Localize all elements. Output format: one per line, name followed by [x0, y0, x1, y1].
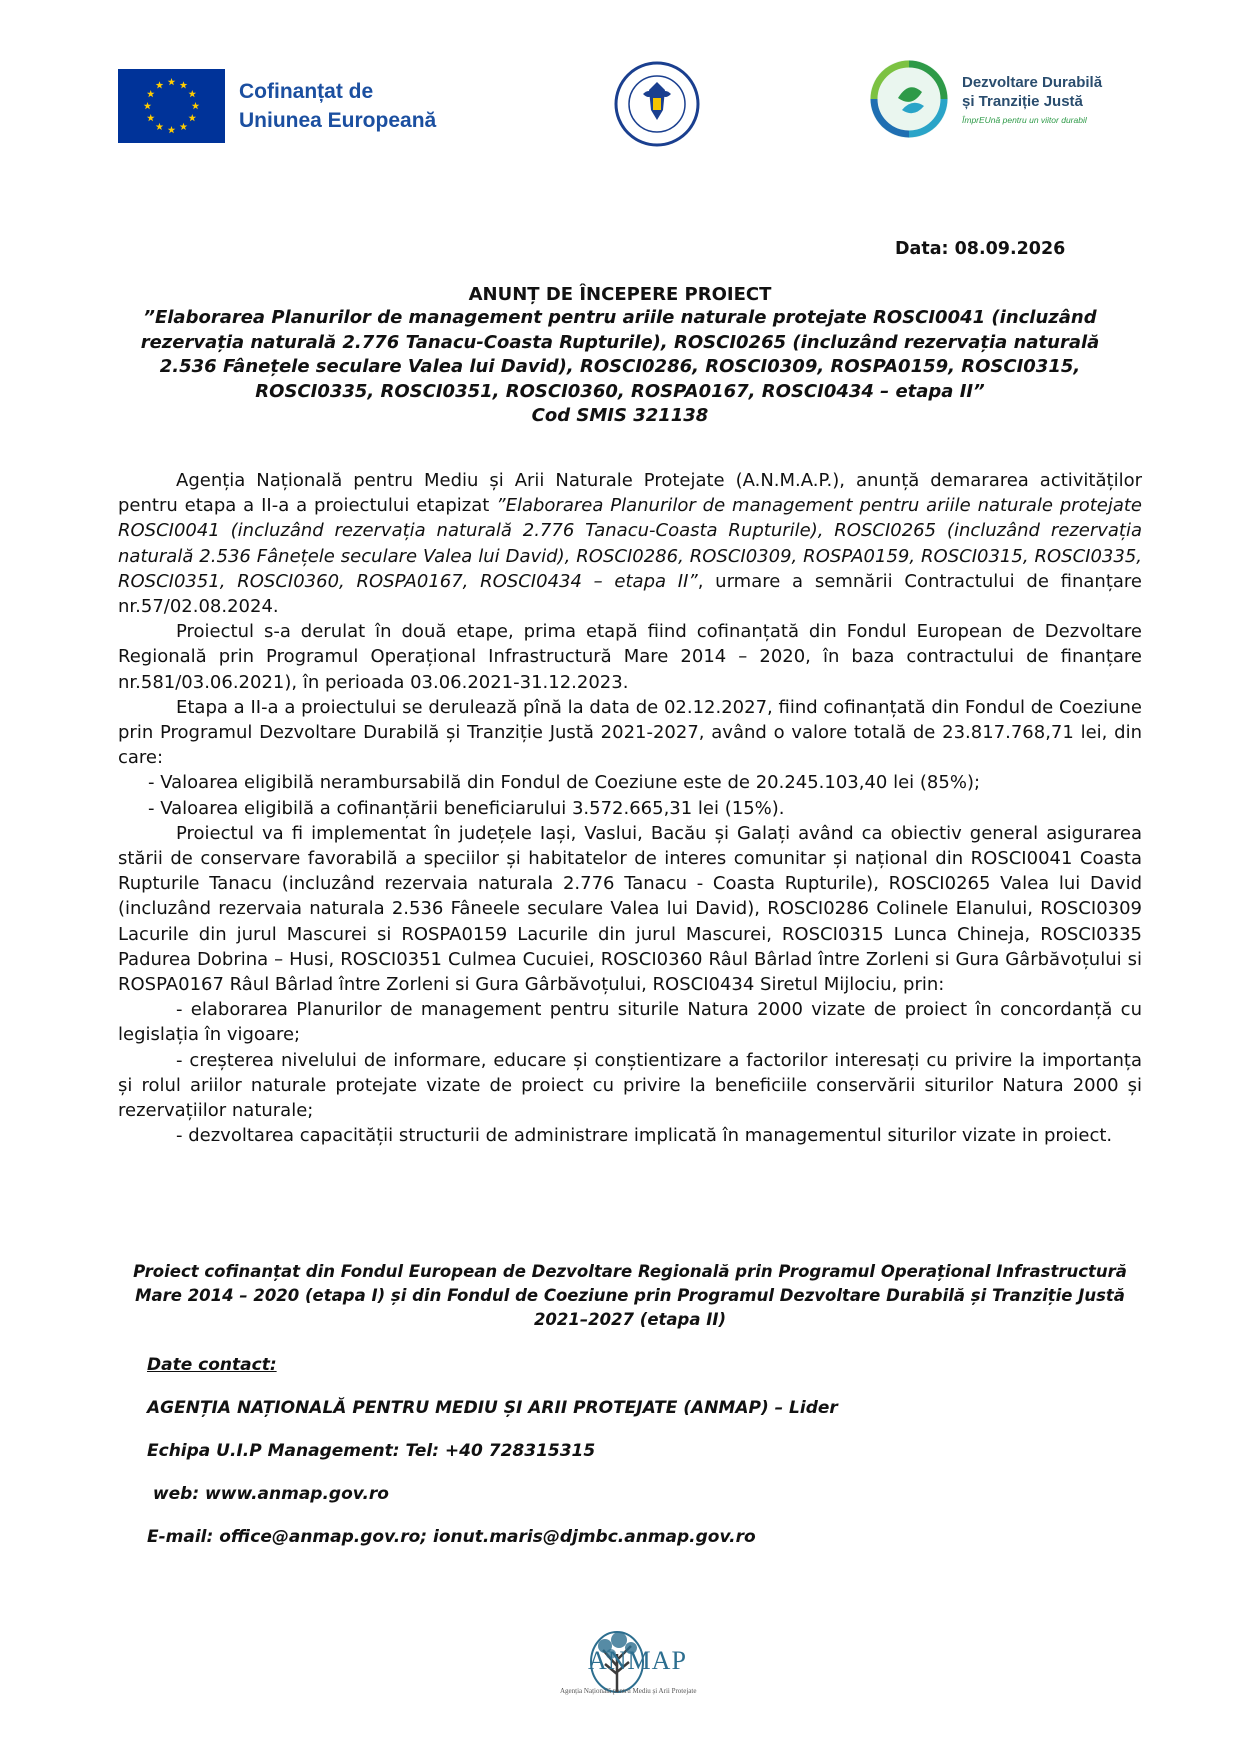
anmap-logo-subtitle: Agenția Națională pentru Mediu și Arii Protejate: [560, 1687, 697, 1695]
objective-item-management-plans: - elaborarea Planurilor de management pentru siturile Natura 2000 vizate de proiect în concordanță cu legislația în vigoare;: [118, 999, 1142, 1046]
contact-email[interactable]: E-mail: office@anmap.gov.ro; ionut.maris@djmbc.anmap.gov.ro: [147, 1527, 756, 1547]
eu-star-icon: [147, 114, 155, 121]
ddtj-tagline: ÎmprEUnă pentru un viitor durabil: [962, 115, 1087, 125]
eu-logo-line1: Cofinanțat de: [239, 80, 374, 103]
eu-star-icon: [168, 78, 176, 85]
ddtj-program-logo: [868, 58, 1102, 140]
contact-website[interactable]: web: www.anmap.gov.ro: [147, 1484, 389, 1504]
eu-star-icon: [144, 102, 152, 109]
romanian-government-seal-icon: [613, 60, 701, 148]
eu-flag-icon: [118, 69, 225, 143]
intro-project-title: ”Elaborarea Planurilor de management pentru ariile naturale protejate ROSCI0041 (incluzând rezervația naturală 2.776 Tanacu-Coasta Rupturile), ROSCI0265 (incluzând rezervația naturală 2.536 Fânețele seculare Valea lui David), ROSCI0286, ROSCI0309, ROSPA0159, ROSCI0315, ROSCI0335, ROSCI0351, ROSCI0360, ROSPA0167, ROSCI0434 – etapa II”: [118, 495, 1142, 592]
eu-star-icon: [180, 123, 188, 130]
eligible-value-item: - Valoarea eligibilă nerambursabilă din Fondul de Coeziune este de 20.245.103,40 lei (85%);: [148, 772, 981, 794]
funding-note: Proiect cofinanțat din Fondul European de Dezvoltare Regională prin Programul Operațional Infrastructură Mare 2014 – 2020 (etapa I) și din Fondul de Coeziune prin Programul Dezvoltare Durabilă și Tranziție Justă 2021–2027 (etapa II): [133, 1262, 1127, 1329]
ddtj-title-line2: și Tranziție Justă: [962, 93, 1083, 110]
intro-text: Agenția Națională pentru Mediu și Arii Naturale Protejate (A.N.M.A.P.), anunță demararea activităților pentru etapa a II-a a proiectului etapizat: [118, 470, 1142, 517]
project-title-block: [110, 306, 1130, 429]
ddtj-title-line1: Dezvoltare Durabilă: [962, 74, 1103, 91]
objective-item-capacity: - dezvoltarea capacității structurii de administrare implicată în managementul siturilor vizate in proiect.: [176, 1125, 1113, 1147]
intro-contract-text: , urmare a semnării Contractului de finanțare nr.57/02.08.2024.: [118, 570, 1142, 618]
eu-star-icon: [188, 90, 196, 97]
announcement-date: Data: 08.09.2026: [895, 239, 1066, 259]
eu-logo-line2: Uniunea Europeană: [239, 109, 437, 132]
contact-heading: Date contact:: [147, 1355, 277, 1375]
eu-star-icon: [168, 126, 176, 133]
contact-organization: AGENȚIA NAȚIONALĂ PENTRU MEDIU ȘI ARII PROTEJATE (ANMAP) – Lider: [147, 1398, 838, 1418]
eu-star-icon: [180, 81, 188, 88]
objective-paragraph: Proiectul va fi implementat în județele Iași, Vaslui, Bacău și Galați având ca obiectiv general asigurarea stării de conservare favorabilă a speciilor și habitatelor de interes comunitar și național din ROSCI0041 Coasta Rupturile Tanacu (incluzând rezervaia naturala 2.776 Tanacu - Coasta Rupturile), ROSCI0265 Valea lui David (incluzând rezervaia naturala 2.536 Fâneele seculare Valea lui David), ROSCI0286 Colinele Elanului, ROSCI0309 Lacurile din jurul Mascurei si ROSPA0159 Lacurile din jurul Mascurei, ROSCI0315 Lunca Chineja, ROSCI0335 Padurea Dobrina – Husi, ROSCI0351 Culmea Cucuiei, ROSCI0360 Râul Bârlad între Zorleni si Gura Gârbăvoțului si ROSPA0167 Râul Bârlad între Zorleni si Gura Gârbăvoțului, ROSCI0434 Siretul Mijlociu, prin:: [118, 822, 1142, 996]
intro-paragraph: [118, 468, 1142, 619]
eu-star-icon: [156, 81, 164, 88]
eu-logo-text: [239, 77, 436, 135]
cofinancing-value-item: - Valoarea eligibilă a cofinanțării beneficiarului 3.572.665,31 lei (15%).: [148, 797, 785, 819]
stage-history-paragraph: Proiectul s-a derulat în două etape, prima etapă fiind cofinanțată din Fondul European de Dezvoltare Regională prin Programul Operațional Infrastructură Mare 2014 – 2020, în baza contractului de finanțare nr.581/03.06.2021), în perioada 03.06.2021-31.12.2023.: [118, 621, 1142, 693]
contact-team-phone: Echipa U.I.P Management: Tel: +40 728315315: [147, 1441, 596, 1461]
announcement-title: ANUNȚ DE ÎNCEPERE PROIECT: [468, 284, 772, 305]
eu-cofinancing-logo: [118, 69, 436, 143]
project-title: ”Elaborarea Planurilor de management pentru ariile naturale protejate ROSCI0041 (incluzând rezervația naturală 2.776 Tanacu-Coasta Rupturile), ROSCI0265 (incluzând rezervația naturală 2.536 Fânețele seculare Valea lui David), ROSCI0286, ROSCI0309, ROSPA0159, ROSCI0315, ROSCI0335, ROSCI0351, ROSCI0360, ROSPA0167, ROSCI0434 – etapa II”: [140, 307, 1100, 402]
anmap-logo-name: ANMAP: [588, 1646, 687, 1675]
smis-code: Cod SMIS 321138: [531, 405, 709, 426]
eu-star-icon: [192, 102, 200, 109]
objective-item-awareness: - creșterea nivelului de informare, educare și conștientizare a factorilor interesați cu privire la importanța și rolul ariilor naturale protejate vizate de proiect cu privire la beneficiile conservării siturilor Natura 2000 și rezervațiilor naturale;: [118, 1049, 1142, 1122]
stage-two-paragraph: Etapa a II-a a proiectului se derulează pînă la data de 02.12.2027, fiind cofinanțată din Fondul de Coeziune prin Programul Dezvoltare Durabilă și Tranziție Justă 2021-2027, având o valore totală de 23.817.768,71 lei, din care:: [118, 696, 1142, 769]
announcement-body: [118, 468, 1142, 1148]
eu-star-icon: [147, 90, 155, 97]
ddtj-leaves-icon: [868, 58, 950, 140]
eu-star-icon: [188, 114, 196, 121]
eu-star-icon: [156, 123, 164, 130]
